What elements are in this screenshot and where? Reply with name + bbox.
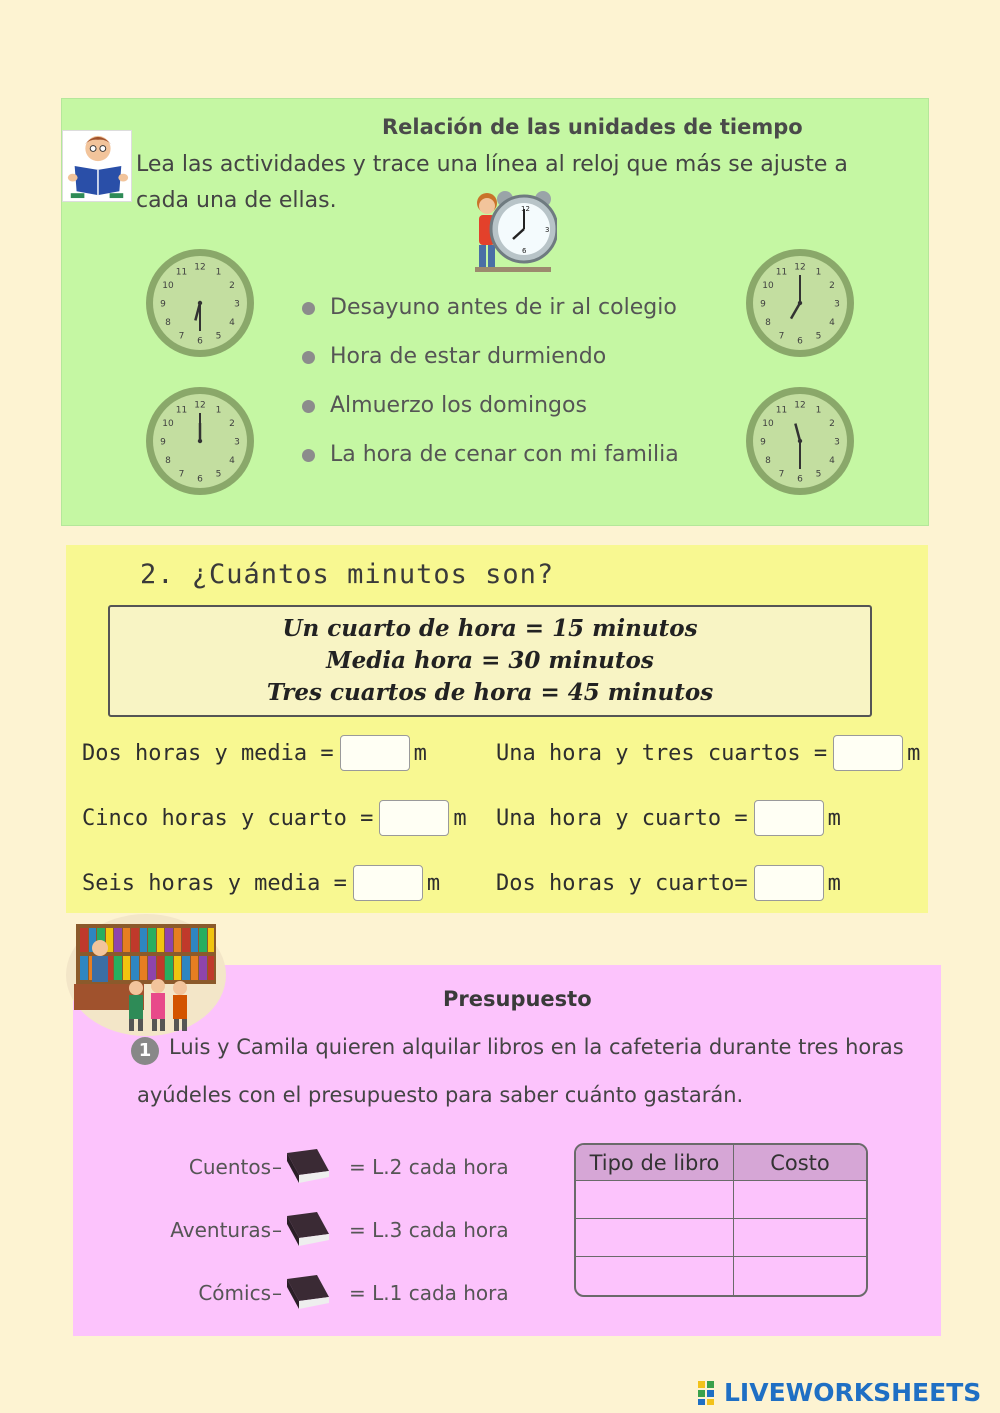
- question-row: [82, 865, 440, 901]
- liveworksheets-logo-icon: [698, 1381, 724, 1405]
- clock-number: 10: [762, 419, 774, 429]
- book-icon: [283, 1210, 333, 1250]
- boy-with-alarm-clock-illustration: [467, 189, 557, 273]
- clock-number: 9: [760, 437, 766, 448]
- unit-label: m: [426, 870, 441, 896]
- svg-text:3: 3: [545, 226, 550, 234]
- clock-number: 11: [175, 267, 188, 278]
- question-row: [82, 735, 427, 771]
- clock-number: 3: [834, 437, 840, 448]
- clock-number: 11: [775, 267, 788, 278]
- clock-number: 8: [165, 456, 171, 466]
- dash: –: [272, 1218, 282, 1242]
- clock-face[interactable]: [144, 385, 256, 497]
- clock-number: 9: [160, 437, 166, 448]
- book-type-input[interactable]: [576, 1181, 733, 1218]
- question-label: Una hora y cuarto =: [496, 805, 748, 831]
- unit-label: m: [827, 870, 841, 896]
- clock-number: 6: [797, 336, 803, 347]
- book-type-input[interactable]: [576, 1257, 733, 1295]
- clock-number: 5: [215, 469, 222, 480]
- clock-number: 1: [815, 405, 822, 416]
- section3-title: Presupuesto: [443, 987, 592, 1011]
- clock-number: 10: [162, 419, 174, 429]
- question-label: Una hora y tres cuartos =: [496, 740, 828, 766]
- clock-center: [798, 301, 802, 305]
- unit-label: m: [907, 740, 921, 766]
- clock-face[interactable]: [744, 385, 856, 497]
- clock-number: 11: [175, 405, 188, 416]
- book-type-input[interactable]: [576, 1219, 733, 1256]
- clock-number: 8: [765, 456, 771, 466]
- clock-number: 12: [194, 400, 206, 411]
- table-header: Costo: [734, 1145, 866, 1181]
- book-cost: = L.2 cada hora: [349, 1155, 509, 1179]
- clock-number: 1: [815, 267, 822, 278]
- answer-input[interactable]: [379, 800, 449, 836]
- dash: –: [272, 1281, 282, 1305]
- clock-number: 2: [229, 419, 235, 429]
- clock-number: 12: [794, 262, 806, 273]
- book-type-label: Aventuras: [170, 1218, 271, 1242]
- book-price-row: [163, 1273, 509, 1313]
- clock-number: 6: [197, 474, 203, 485]
- clock-number: 5: [215, 331, 222, 342]
- clock-number: 7: [178, 331, 185, 342]
- question-row: [496, 865, 841, 901]
- table-header: Tipo de libro: [576, 1145, 734, 1181]
- library-children-illustration: [66, 914, 226, 1036]
- activity-item: Desayuno antes de ir al colegio: [300, 283, 679, 332]
- clock-number: 6: [197, 336, 203, 347]
- book-icon: [283, 1147, 333, 1187]
- book-type-label: Cómics: [198, 1281, 271, 1305]
- clock-number: 3: [234, 299, 240, 310]
- clock-number: 12: [794, 400, 806, 411]
- cost-input[interactable]: [734, 1219, 866, 1256]
- clock-number: 9: [160, 299, 166, 310]
- table-row: [576, 1181, 866, 1219]
- problem-text: Luis y Camila quieren alquilar libros en la cafeteria durante tres horas: [169, 1035, 904, 1059]
- answer-input[interactable]: [754, 865, 824, 901]
- clock-number: 8: [165, 318, 171, 328]
- unit-label: m: [453, 805, 467, 831]
- clock-center: [198, 301, 202, 305]
- logo-text: LIVEWORKSHEETS: [724, 1378, 982, 1407]
- table-row: [576, 1219, 866, 1257]
- question-label: Cinco horas y cuarto =: [82, 805, 374, 831]
- book-type-label: Cuentos: [188, 1155, 271, 1179]
- book-cost: = L.1 cada hora: [349, 1281, 509, 1305]
- unit-label: m: [827, 805, 841, 831]
- unit-label: m: [413, 740, 427, 766]
- clock-number: 1: [215, 405, 222, 416]
- svg-text:6: 6: [522, 247, 527, 255]
- clock-number: 2: [229, 281, 235, 291]
- book-price-row: [163, 1147, 509, 1187]
- section1-instructions: Lea las actividades y trace una línea al reloj que más se ajuste a cada una de ellas.: [136, 152, 848, 213]
- equivalence-line: Un cuarto de hora = 15 minutos: [282, 615, 698, 642]
- clock-number: 3: [834, 299, 840, 310]
- clock-number: 4: [229, 318, 235, 328]
- child-reading-illustration: [62, 130, 132, 202]
- clock-number: 8: [765, 318, 771, 328]
- clock-number: 7: [178, 469, 185, 480]
- book-cost: = L.3 cada hora: [349, 1218, 509, 1242]
- exercise-number-badge: 1: [131, 1037, 159, 1065]
- minutes-section: [66, 545, 928, 913]
- clock-number: 5: [815, 469, 822, 480]
- question-label: Seis horas y media =: [82, 870, 347, 896]
- question-row: [496, 735, 920, 771]
- clock-number: 4: [229, 456, 235, 466]
- clock-center: [798, 439, 802, 443]
- clock-number: 4: [829, 456, 835, 466]
- book-price-row: [163, 1210, 509, 1250]
- clock-number: 10: [762, 281, 774, 291]
- clock-number: 10: [162, 281, 174, 291]
- time-units-section: [61, 98, 929, 526]
- clock-face[interactable]: [144, 247, 256, 359]
- budget-table: [574, 1143, 868, 1297]
- activity-item: Almuerzo los domingos: [300, 381, 679, 430]
- clock-number: 1: [215, 267, 222, 278]
- cost-input[interactable]: [734, 1257, 866, 1295]
- clock-number: 3: [234, 437, 240, 448]
- equivalence-line: Media hora = 30 minutos: [326, 647, 654, 674]
- clock-number: 4: [829, 318, 835, 328]
- clock-number: 12: [194, 262, 206, 273]
- section1-title: Relación de las unidades de tiempo: [382, 115, 803, 139]
- activity-list: [300, 283, 679, 479]
- clock-number: 2: [829, 281, 835, 291]
- question-label: Dos horas y media =: [82, 740, 334, 766]
- problem-text: ayúdeles con el presupuesto para saber cuánto gastarán.: [137, 1083, 744, 1107]
- liveworksheets-logo[interactable]: [698, 1378, 981, 1407]
- clock-number: 7: [778, 331, 785, 342]
- clock-number: 6: [797, 474, 803, 485]
- clock-center: [198, 439, 202, 443]
- activity-item: La hora de cenar con mi familia: [300, 430, 679, 479]
- equivalences-box: [108, 605, 872, 717]
- answer-input[interactable]: [340, 735, 410, 771]
- equivalence-line: Tres cuartos de hora = 45 minutos: [266, 679, 714, 706]
- question-row: [496, 800, 841, 836]
- clock-number: 2: [829, 419, 835, 429]
- answer-input[interactable]: [754, 800, 824, 836]
- book-icon: [283, 1273, 333, 1313]
- clock-number: 9: [760, 299, 766, 310]
- clock-number: 5: [815, 331, 822, 342]
- clock-number: 7: [778, 469, 785, 480]
- table-row: [576, 1257, 866, 1295]
- section2-title: 2. ¿Cuántos minutos son?: [140, 559, 555, 590]
- clock-number: 11: [775, 405, 788, 416]
- question-label: Dos horas y cuarto=: [496, 870, 748, 896]
- svg-text:12: 12: [521, 205, 530, 213]
- dash: –: [272, 1155, 282, 1179]
- question-row: [82, 800, 467, 836]
- cost-input[interactable]: [734, 1181, 866, 1218]
- activity-item: Hora de estar durmiendo: [300, 332, 679, 381]
- answer-input[interactable]: [353, 865, 423, 901]
- clock-face[interactable]: [744, 247, 856, 359]
- answer-input[interactable]: [833, 735, 903, 771]
